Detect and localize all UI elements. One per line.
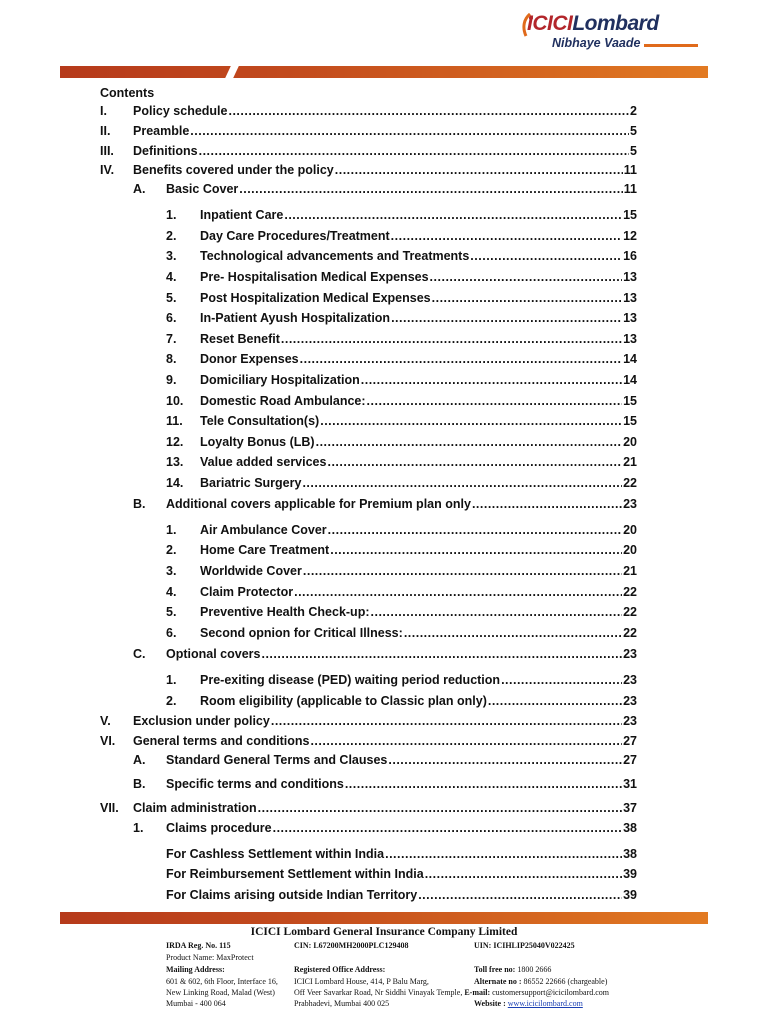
toc-entry-title: Preamble: [133, 124, 190, 138]
toc-entry-page: 37: [623, 801, 637, 815]
toc-entry-page: 13: [623, 311, 637, 325]
toc-entry-number: IV.: [100, 163, 115, 177]
toc-entry-page: 23: [623, 497, 637, 511]
toc-entry-number: 2.: [166, 229, 177, 243]
toc-leader-dots: [273, 821, 623, 835]
toc-entry-number: 6.: [166, 626, 177, 640]
toc-leader-dots: [258, 801, 622, 815]
toc-leader-dots: [361, 373, 622, 387]
toc-entry-number: 6.: [166, 311, 177, 325]
toc-leader-dots: [190, 124, 629, 138]
toc-entry[interactable]: [166, 435, 637, 449]
toc-leader-dots: [199, 144, 629, 158]
toc-entry-page: 22: [623, 626, 637, 640]
toc-entry-title: Loyalty Bonus (LB): [200, 435, 315, 449]
toc-entry-page: 15: [623, 414, 637, 428]
footer-email-link[interactable]: customersupport@icicilombard.com: [492, 988, 610, 997]
contents-heading: Contents: [100, 86, 155, 100]
toc-entry-page: 27: [623, 753, 637, 767]
toc-entry-number: A.: [133, 753, 146, 767]
toc-entry-number: 5.: [166, 291, 177, 305]
footer-registered-line3: Prabhadevi, Mumbai 400 025: [294, 999, 390, 1008]
toc-entry-page: 22: [623, 605, 637, 619]
toc-entry-title: Optional covers: [166, 647, 261, 661]
toc-entry[interactable]: [133, 821, 637, 835]
toc-entry-page: 21: [623, 564, 637, 578]
footer-product: Product Name: MaxProtect: [166, 953, 254, 962]
toc-leader-dots: [418, 888, 622, 902]
toc-entry-title: Pre-exiting disease (PED) waiting period reduction: [200, 673, 501, 687]
toc-leader-dots: [335, 163, 623, 177]
toc-entry[interactable]: [166, 311, 637, 325]
footer-company-name: ICICI Lombard General Insurance Company Limited: [250, 926, 518, 938]
toc-entry[interactable]: [166, 847, 637, 861]
toc-entry[interactable]: [133, 182, 637, 196]
toc-entry-page: 2: [630, 104, 637, 118]
toc-entry-title: Preventive Health Check-up:: [200, 605, 370, 619]
toc-entry-title: Claim administration: [133, 801, 257, 815]
toc-entry-number: 1.: [133, 821, 144, 835]
toc-entry[interactable]: [166, 270, 637, 284]
toc-leader-dots: [432, 291, 622, 305]
toc-entry-page: 27: [623, 734, 637, 748]
footer-mailing-label: Mailing Address:: [166, 965, 225, 974]
toc-entry[interactable]: [133, 753, 637, 767]
toc-entry[interactable]: [166, 673, 637, 687]
toc-entry[interactable]: [166, 229, 637, 243]
header-band: [60, 66, 708, 78]
toc-entry-page: 20: [623, 435, 637, 449]
toc-entry-title: Domiciliary Hospitalization: [200, 373, 360, 387]
toc-leader-dots: [328, 523, 622, 537]
toc-entry-title: Bariatric Surgery: [200, 476, 302, 490]
toc-entry-page: 23: [623, 647, 637, 661]
toc-entry-title: Day Care Procedures/Treatment: [200, 229, 390, 243]
toc-entry-number: III.: [100, 144, 114, 158]
toc-entry-title: Pre- Hospitalisation Medical Expenses: [200, 270, 429, 284]
toc-leader-dots: [345, 777, 622, 791]
toc-entry-title: For Reimbursement Settlement within India: [166, 867, 424, 881]
footer-website-link[interactable]: www.icicilombard.com: [507, 999, 583, 1008]
toc-entry-number: VI.: [100, 734, 116, 748]
toc-entry-page: 38: [623, 847, 637, 861]
toc-entry[interactable]: [100, 801, 637, 815]
toc-entry-number: V.: [100, 714, 111, 728]
toc-entry-title: Policy schedule: [133, 104, 228, 118]
toc-entry-title: Standard General Terms and Clauses: [166, 753, 388, 767]
toc-entry[interactable]: [100, 144, 637, 158]
toc-entry-title: Home Care Treatment: [200, 543, 330, 557]
toc-entry-page: 11: [623, 182, 637, 196]
toc-entry-page: 15: [623, 394, 637, 408]
toc-entry-number: C.: [133, 647, 146, 661]
toc-entry-title: Second opnion for Critical Illness:: [200, 626, 403, 640]
toc-entry-page: 5: [630, 124, 637, 138]
toc-entry-title: Claim Protector: [200, 585, 294, 599]
toc-entry-page: 21: [623, 455, 637, 469]
toc-entry-number: 10.: [166, 394, 184, 408]
toc-leader-dots: [320, 414, 622, 428]
toc-leader-dots: [388, 753, 622, 767]
toc-entry[interactable]: [166, 585, 637, 599]
company-logo: [527, 12, 707, 52]
toc-entry-number: 1.: [166, 673, 177, 687]
toc-entry-number: 11.: [166, 414, 183, 428]
toc-leader-dots: [367, 394, 623, 408]
toc-entry-page: 20: [623, 523, 637, 537]
toc-entry-title: Technological advancements and Treatments: [200, 249, 470, 263]
toc-entry-number: II.: [100, 124, 111, 138]
toc-entry-title: Post Hospitalization Medical Expenses: [200, 291, 431, 305]
toc-entry-page: 22: [623, 476, 637, 490]
toc-entry[interactable]: [166, 394, 637, 408]
toc-entry-number: 3.: [166, 249, 177, 263]
footer-mailing-line2: New Linking Road, Malad (West): [166, 988, 275, 997]
toc-entry-title: Benefits covered under the policy: [133, 163, 334, 177]
toc-leader-dots: [371, 605, 623, 619]
toc-entry-number: 1.: [166, 208, 177, 222]
toc-leader-dots: [310, 734, 622, 748]
logo-tagline: Nibhaye Vaade: [552, 36, 641, 50]
toc-entry-title: General terms and conditions: [133, 734, 310, 748]
toc-entry[interactable]: [166, 888, 637, 902]
toc-leader-dots: [470, 249, 622, 263]
toc-entry-number: 13.: [166, 455, 184, 469]
toc-entry-title: Claims procedure: [166, 821, 272, 835]
toc-entry-title: Tele Consultation(s): [200, 414, 320, 428]
toc-entry-page: 14: [623, 352, 637, 366]
toc-entry-number: 2.: [166, 694, 177, 708]
footer-mailing-line1: 601 & 602, 6th Floor, Interface 16,: [166, 977, 278, 986]
footer-alternate: Alternate no : 86552 22666 (chargeable): [474, 977, 608, 986]
toc-leader-dots: [425, 867, 622, 881]
toc-entry-page: 38: [623, 821, 637, 835]
footer-website: Website : www.icicilombard.com: [474, 999, 583, 1008]
toc-entry-number: 1.: [166, 523, 177, 537]
toc-leader-dots: [284, 208, 622, 222]
toc-entry-number: 3.: [166, 564, 177, 578]
toc-entry-number: B.: [133, 777, 146, 791]
toc-leader-dots: [228, 104, 629, 118]
toc-entry-number: B.: [133, 497, 146, 511]
toc-entry[interactable]: [166, 626, 637, 640]
toc-entry[interactable]: [166, 352, 637, 366]
toc-entry[interactable]: [166, 523, 637, 537]
toc-entry[interactable]: [100, 714, 637, 728]
toc-entry-title: For Cashless Settlement within India: [166, 847, 385, 861]
toc-entry-number: 4.: [166, 270, 177, 284]
toc-entry-page: 5: [630, 144, 637, 158]
toc-leader-dots: [302, 476, 622, 490]
toc-entry[interactable]: [100, 163, 637, 177]
toc-entry-number: 2.: [166, 543, 177, 557]
toc-entry-page: 20: [623, 543, 637, 557]
logo-underline: [644, 44, 698, 47]
toc-entry-number: 9.: [166, 373, 177, 387]
footer-tollfree: Toll free no: 1800 2666: [474, 965, 552, 974]
toc-entry-title: In-Patient Ayush Hospitalization: [200, 311, 391, 325]
footer-registered-line1: ICICI Lombard House, 414, P Balu Marg,: [294, 977, 429, 986]
toc-entry-title: For Claims arising outside Indian Territory: [166, 888, 418, 902]
toc-entry-title: Exclusion under policy: [133, 714, 270, 728]
footer-uin: UIN: ICIHLIP25040V022425: [474, 941, 575, 950]
toc-entry-page: 23: [623, 673, 637, 687]
toc-entry-page: 16: [623, 249, 637, 263]
toc-entry-page: 15: [623, 208, 637, 222]
toc-entry-page: 13: [623, 291, 637, 305]
toc-leader-dots: [391, 311, 622, 325]
toc-entry-number: 5.: [166, 605, 177, 619]
toc-entry-number: A.: [133, 182, 146, 196]
toc-entry-number: 8.: [166, 352, 177, 366]
toc-entry-page: 39: [623, 888, 637, 902]
toc-entry-title: Worldwide Cover: [200, 564, 302, 578]
toc-leader-dots: [501, 673, 622, 687]
logo-lombard: Lombard: [572, 12, 659, 35]
toc-entry-title: Reset Benefit: [200, 332, 280, 346]
toc-leader-dots: [261, 647, 622, 661]
toc-leader-dots: [316, 435, 623, 449]
toc-entry-title: Room eligibility (applicable to Classic plan only): [200, 694, 487, 708]
toc-leader-dots: [430, 270, 623, 284]
toc-entry-number: 4.: [166, 585, 177, 599]
toc-entry-title: Definitions: [133, 144, 198, 158]
toc-entry[interactable]: [166, 543, 637, 557]
toc-entry-number: 12.: [166, 435, 184, 449]
toc-entry-page: 31: [623, 777, 637, 791]
toc-entry-title: Additional covers applicable for Premium plan only: [166, 497, 471, 511]
toc-leader-dots: [385, 847, 622, 861]
toc-entry-number: 14.: [166, 476, 184, 490]
footer-registered-label: Registered Office Address:: [294, 965, 386, 974]
toc-leader-dots: [330, 543, 622, 557]
footer-band: [60, 912, 708, 924]
toc-entry-page: 12: [623, 229, 637, 243]
toc-entry[interactable]: [166, 332, 637, 346]
toc-entry-page: 23: [623, 694, 637, 708]
toc-entry[interactable]: [166, 455, 637, 469]
toc-entry[interactable]: [166, 208, 637, 222]
toc-entry[interactable]: [100, 104, 637, 118]
toc-entry-page: 39: [623, 867, 637, 881]
toc-entry[interactable]: [100, 734, 637, 748]
toc-leader-dots: [391, 229, 622, 243]
toc-entry[interactable]: [166, 373, 637, 387]
toc-entry-page: 11: [623, 163, 637, 177]
toc-leader-dots: [472, 497, 622, 511]
footer-mailing-line3: Mumbai - 400 064: [166, 999, 226, 1008]
toc-entry[interactable]: [166, 414, 637, 428]
logo-icici: ICICI: [527, 12, 573, 35]
toc-entry[interactable]: [166, 694, 637, 708]
toc-entry-page: 13: [623, 270, 637, 284]
toc-entry[interactable]: [166, 476, 637, 490]
toc-leader-dots: [300, 352, 622, 366]
toc-entry-title: Domestic Road Ambulance:: [200, 394, 366, 408]
toc-entry[interactable]: [166, 867, 637, 881]
footer-irda: IRDA Reg. No. 115: [166, 941, 231, 950]
toc-entry-number: 7.: [166, 332, 177, 346]
toc-leader-dots: [271, 714, 622, 728]
toc-entry[interactable]: [133, 777, 637, 791]
footer-registered-line2: Off Veer Savarkar Road, Nr Siddhi Vinayak Temple, E-mail: customersupport@icicilombard.com: [294, 988, 610, 997]
logo-wordmark: [527, 12, 659, 36]
toc-entry-page: 22: [623, 585, 637, 599]
toc-entry[interactable]: [166, 291, 637, 305]
toc-entry-page: 23: [623, 714, 637, 728]
toc-leader-dots: [404, 626, 622, 640]
toc-entry-title: Basic Cover: [166, 182, 239, 196]
toc-entry-number: VII.: [100, 801, 119, 815]
toc-entry[interactable]: [166, 249, 637, 263]
toc-entry-page: 14: [623, 373, 637, 387]
toc-leader-dots: [239, 182, 623, 196]
toc-leader-dots: [281, 332, 622, 346]
toc-entry[interactable]: [133, 497, 637, 511]
toc-entry-title: Air Ambulance Cover: [200, 523, 327, 537]
toc-entry[interactable]: [166, 564, 637, 578]
toc-leader-dots: [303, 564, 622, 578]
toc-entry[interactable]: [133, 647, 637, 661]
toc-leader-dots: [327, 455, 622, 469]
toc-leader-dots: [488, 694, 622, 708]
toc-entry-number: I.: [100, 104, 107, 118]
toc-entry-title: Value added services: [200, 455, 327, 469]
toc-entry[interactable]: [166, 605, 637, 619]
toc-entry-title: Donor Expenses: [200, 352, 299, 366]
toc-entry-page: 13: [623, 332, 637, 346]
toc-entry-title: Specific terms and conditions: [166, 777, 344, 791]
toc-leader-dots: [294, 585, 622, 599]
footer-cin: CIN: L67200MH2000PLC129408: [294, 941, 409, 950]
toc-entry-title: Inpatient Care: [200, 208, 284, 222]
toc-entry[interactable]: [100, 124, 637, 138]
